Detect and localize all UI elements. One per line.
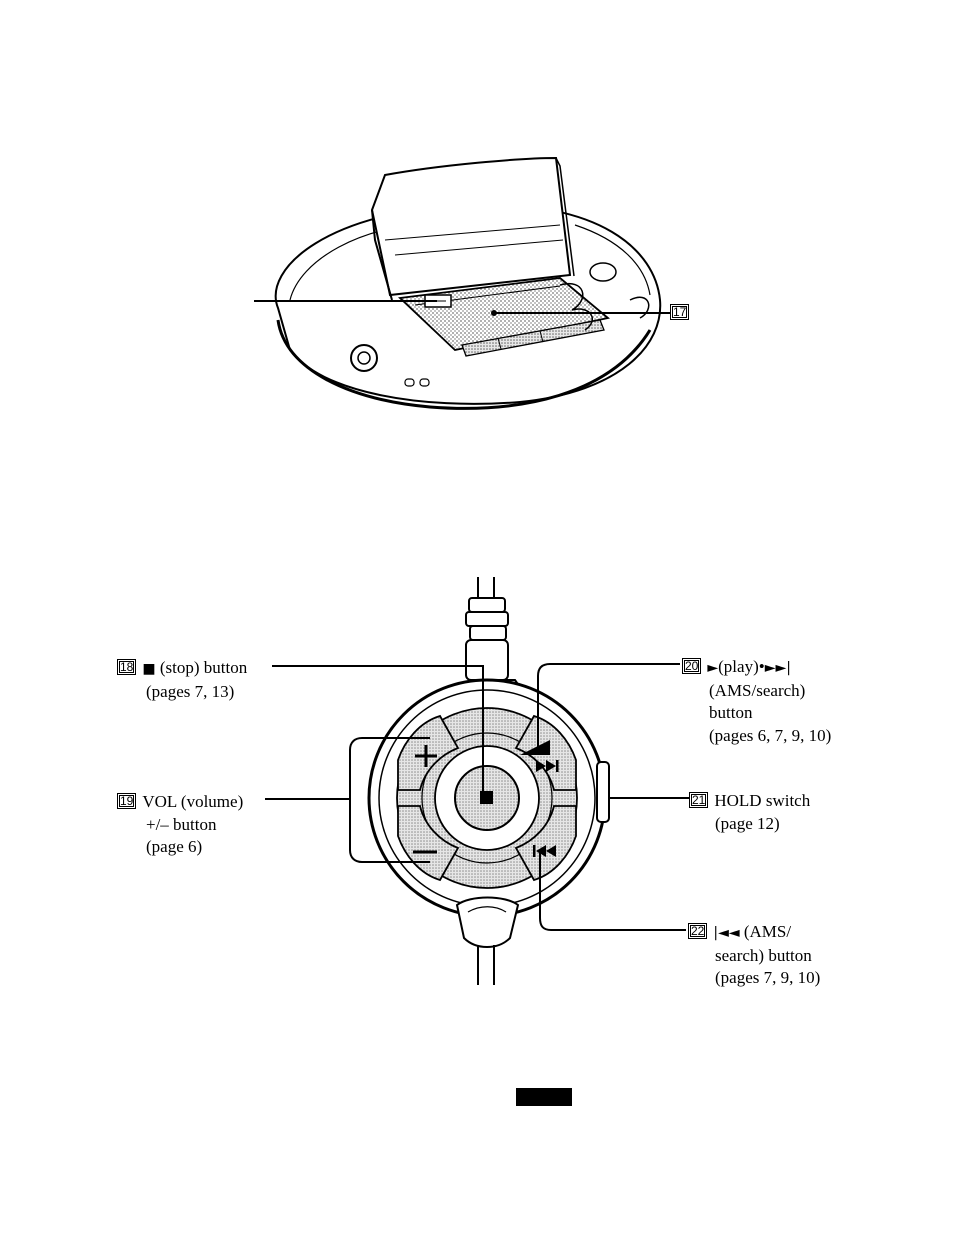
stop-button-pages: (pages 7, 13) [146,681,235,701]
hold-switch-pages: (page 12) [715,813,780,833]
volume-button-label: VOL (volume) [142,792,244,811]
play-label: (play)• [718,657,765,676]
play-next-label: (AMS/search) [709,680,806,700]
callout-19 [117,791,243,859]
page-tab-marker [516,1088,572,1106]
callout-number-box: 17 [670,304,689,320]
stop-square-icon: ■ [142,661,156,677]
hold-switch-label: HOLD switch [714,791,811,810]
callout-18 [117,657,247,703]
previous-button-pages: (pages 7, 9, 10) [715,968,821,987]
volume-button-label-2: +/– button [146,814,217,834]
callout-number-box: 20 [682,658,701,674]
stop-button-label: (stop) button [159,658,248,677]
next-track-icon: ►►| [764,660,791,676]
play-next-label-2: button [709,703,753,722]
callout-number-box: 22 [688,923,707,939]
callout-number-box: 18 [117,659,136,675]
remote-cable-bottom [457,898,518,986]
callout-21 [689,790,810,835]
remote-cable-top [466,577,508,680]
previous-button-label-2: search) button [715,945,812,965]
previous-button-label: (AMS/ [743,922,792,941]
play-next-pages: (pages 6, 7, 9, 10) [709,725,832,745]
play-triangle-icon: ► [707,660,719,676]
callout-number-box: 19 [117,793,136,809]
callout-number-box: 21 [689,792,708,808]
callout-22 [688,921,820,990]
volume-button-pages: (page 6) [146,837,203,856]
previous-track-icon: |◄◄ [713,925,740,941]
hold-switch[interactable] [597,762,609,822]
callout-20 [682,656,831,747]
stop-square-icon [480,791,493,804]
